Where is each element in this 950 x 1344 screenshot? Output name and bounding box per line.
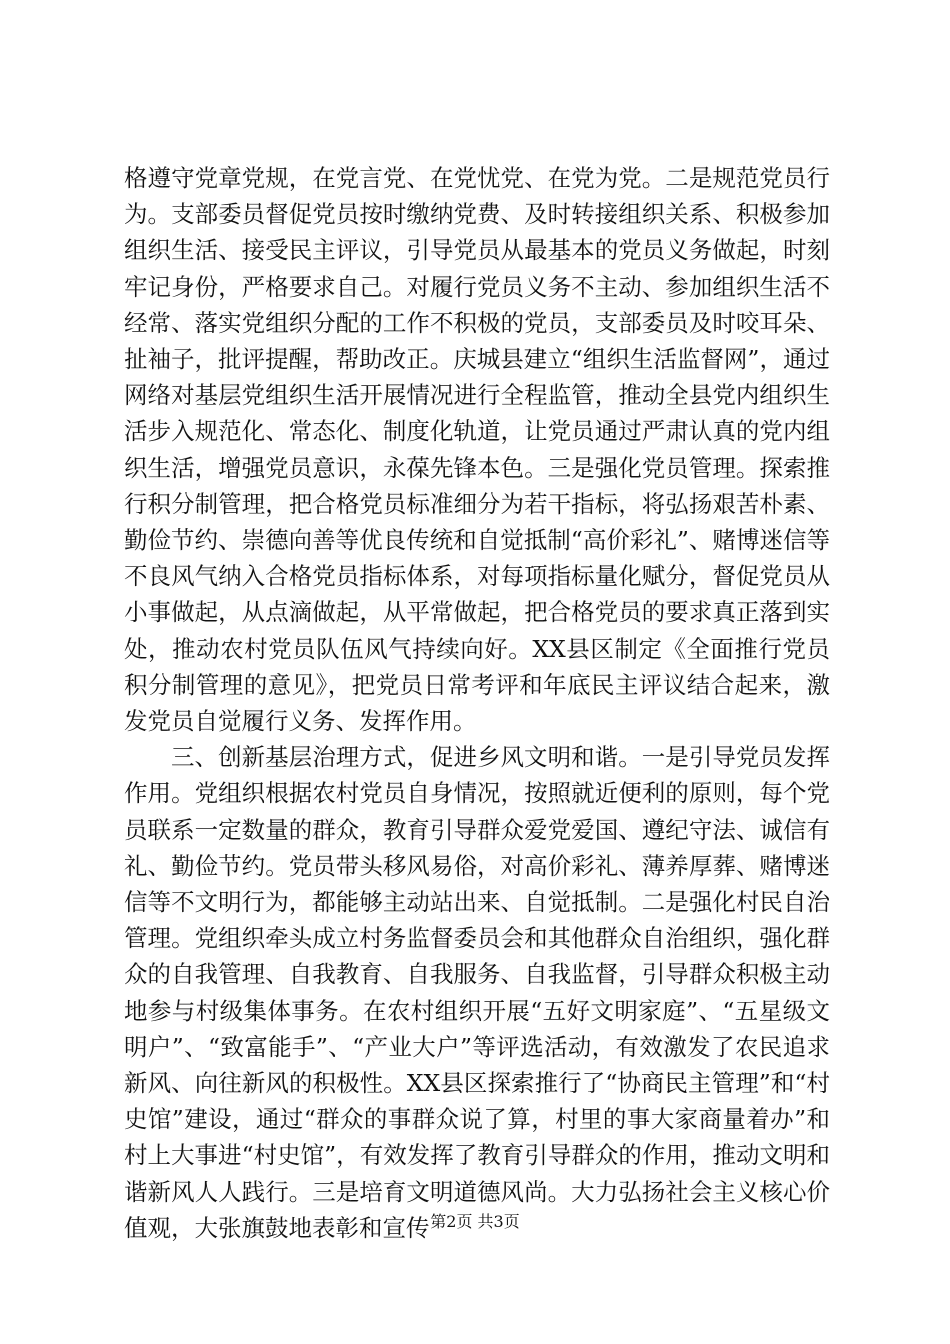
page-number-indicator: 第2页 共3页 (430, 1212, 520, 1231)
document-body (124, 160, 830, 1246)
paragraph-section-three: 三、创新基层治理方式，促进乡风文明和谐。一是引导党员发挥作用。党组织根据农村党员自身情况，按照就近便利的原则，每个党员联系一定数量的群众，教育引导群众爱党爱国、遵纪守法、诚信有礼、勤俭节约。党员带头移风易俗，对高价彩礼、薄养厚葬、赌博迷信等不文明行为，都能够主动站出来、自觉抵制。二是强化村民自治管理。党组织牵头成立村务监督委员会和其他群众自治组织，强化群众的自我管理、自我教育、自我服务、自我监督，引导群众积极主动地参与村级集体事务。在农村组织开展“五好文明家庭”、“五星级文明户”、“致富能手”、“产业大户”等评选活动，有效激发了农民追求新风、向往新风的积极性。XX县区探索推行了“协商民主管理”和“村史馆”建设，通过“群众的事群众说了算，村里的事大家商量着办”和村上大事进“村史馆”，有效发挥了教育引导群众的作用，推动文明和谐新风人人践行。三是培育文明道德风尚。大力弘扬社会主义核心价值观，大张旗鼓地表彰和宣传 (124, 743, 830, 1242)
paragraph-continued-text: 格遵守党章党规，在党言党、在党忧党、在党为党。二是规范党员行为。支部委员督促党员按时缴纳党费、及时转接组织关系、积极参加组织生活、接受民主评议，引导党员从最基本的党员义务做起，时刻牢记身份，严格要求自己。对履行党员义务不主动、参加组织生活不经常、落实党组织分配的工作不积极的党员，支部委员及时咬耳朵、扯袖子，批评提醒，帮助改正。庆城县建立“组织生活监督网”，通过网络对基层党组织生活开展情况进行全程监管，推动全县党内组织生活步入规范化、常态化、制度化轨道，让党员通过严肃认真的党内组织生活，增强党员意识，永葆先锋本色。三是强化党员管理。探索推行积分制管理，把合格党员标准细分为若干指标，将弘扬艰苦朴素、勤俭节约、崇德向善等优良传统和自觉抵制“高价彩礼”、赌博迷信等不良风气纳入合格党员指标体系，对每项指标量化赋分，督促党员从小事做起，从点滴做起，从平常做起，把合格党员的要求真正落到实处，推动农村党员队伍风气持续向好。XX县区制定《全面推行党员积分制管理的意见》，把党员日常考评和年底民主评议结合起来，激发党员自觉履行义务、发挥作用。 (124, 164, 830, 736)
page-footer (0, 1209, 950, 1232)
